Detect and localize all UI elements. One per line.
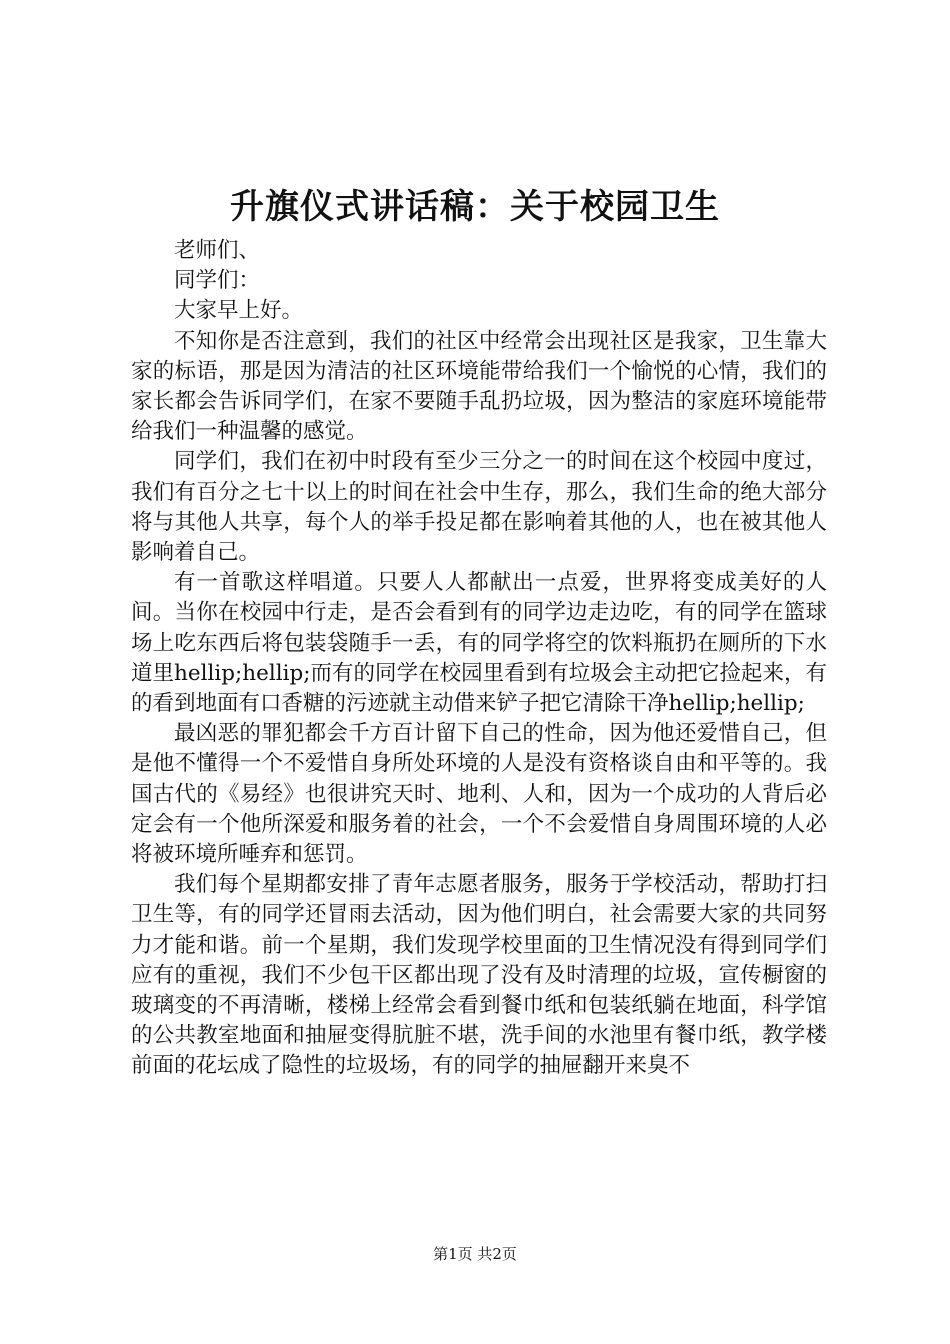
salutation-teachers: 老师们、 (174, 238, 261, 263)
salutation-students: 同学们： (174, 268, 261, 294)
body-paragraph: 同学们，我们在初中时段有至少三分之一的时间在这个校园中度过，我们有百分之七十以上的时间在社会中生存，那么，我们生命的绝大部分将与其他人共享，每个人的举手投足都在影响着其他的人，也在被其他人影响着自己。 (131, 449, 827, 566)
body-paragraph: 最凶恶的罪犯都会千方百计留下自己的性命，因为他还爱惜自己，但是他不懂得一个不爱惜自身所处环境的人是没有资格谈自由和平等的。我国古代的《易经》也很讲究天时、地利、人和，因为一个成功的人背后必定会有一个他所深爱和服务着的社会，一个不会爱惜自身周围环境的人必将被环境所唾弃和惩罚。 (131, 721, 827, 868)
body-paragraph: 我们每个星期都安排了青年志愿者服务，服务于学校活动，帮助打扫卫生等，有的同学还冒雨去活动，因为他们明白，社会需要大家的共同努力才能和谐。前一个星期，我们发现学校里面的卫生情况没有得到同学们应有的重视，我们不少包干区都出现了没有及时清理的垃圾，宣传橱窗的玻璃变的不再清晰，楼梯上经常会看到餐巾纸和包装纸躺在地面，科学馆的公共教室地面和抽屉变得肮脏不堪，洗手间的水池里有餐巾纸，教学楼前面的花坛成了隐性的垃圾场，有的同学的抽屉翻开来臭不 (131, 872, 827, 1079)
greeting: 大家早上好。 (174, 298, 304, 324)
document-body (131, 236, 827, 1082)
body-paragraph: 有一首歌这样唱道。只要人人都献出一点爱，世界将变成美好的人间。当你在校园中行走，是否会看到有的同学边走边吃，有的同学在篮球场上吃东西后将包装袋随手一丢，有的同学将空的饮料瓶扔在厕所的下水道里hellip;hellip;而有的同学在校园里看到有垃圾会主动把它捡起来，有的看到地面有口香糖的污迹就主动借来铲子把它清除干净hellip;hellip; (131, 570, 827, 717)
page-footer: 第1页 共2页 (433, 1245, 517, 1263)
body-paragraph: 不知你是否注意到，我们的社区中经常会出现社区是我家，卫生靠大家的标语，那是因为清洁的社区环境能带给我们一个愉悦的心情，我们的家长都会告诉同学们，在家不要随手乱扔垃圾，因为整洁的家庭环境能带给我们一种温馨的感觉。 (131, 328, 827, 445)
document-title: 升旗仪式讲话稿：关于校园卫生 (230, 187, 720, 227)
